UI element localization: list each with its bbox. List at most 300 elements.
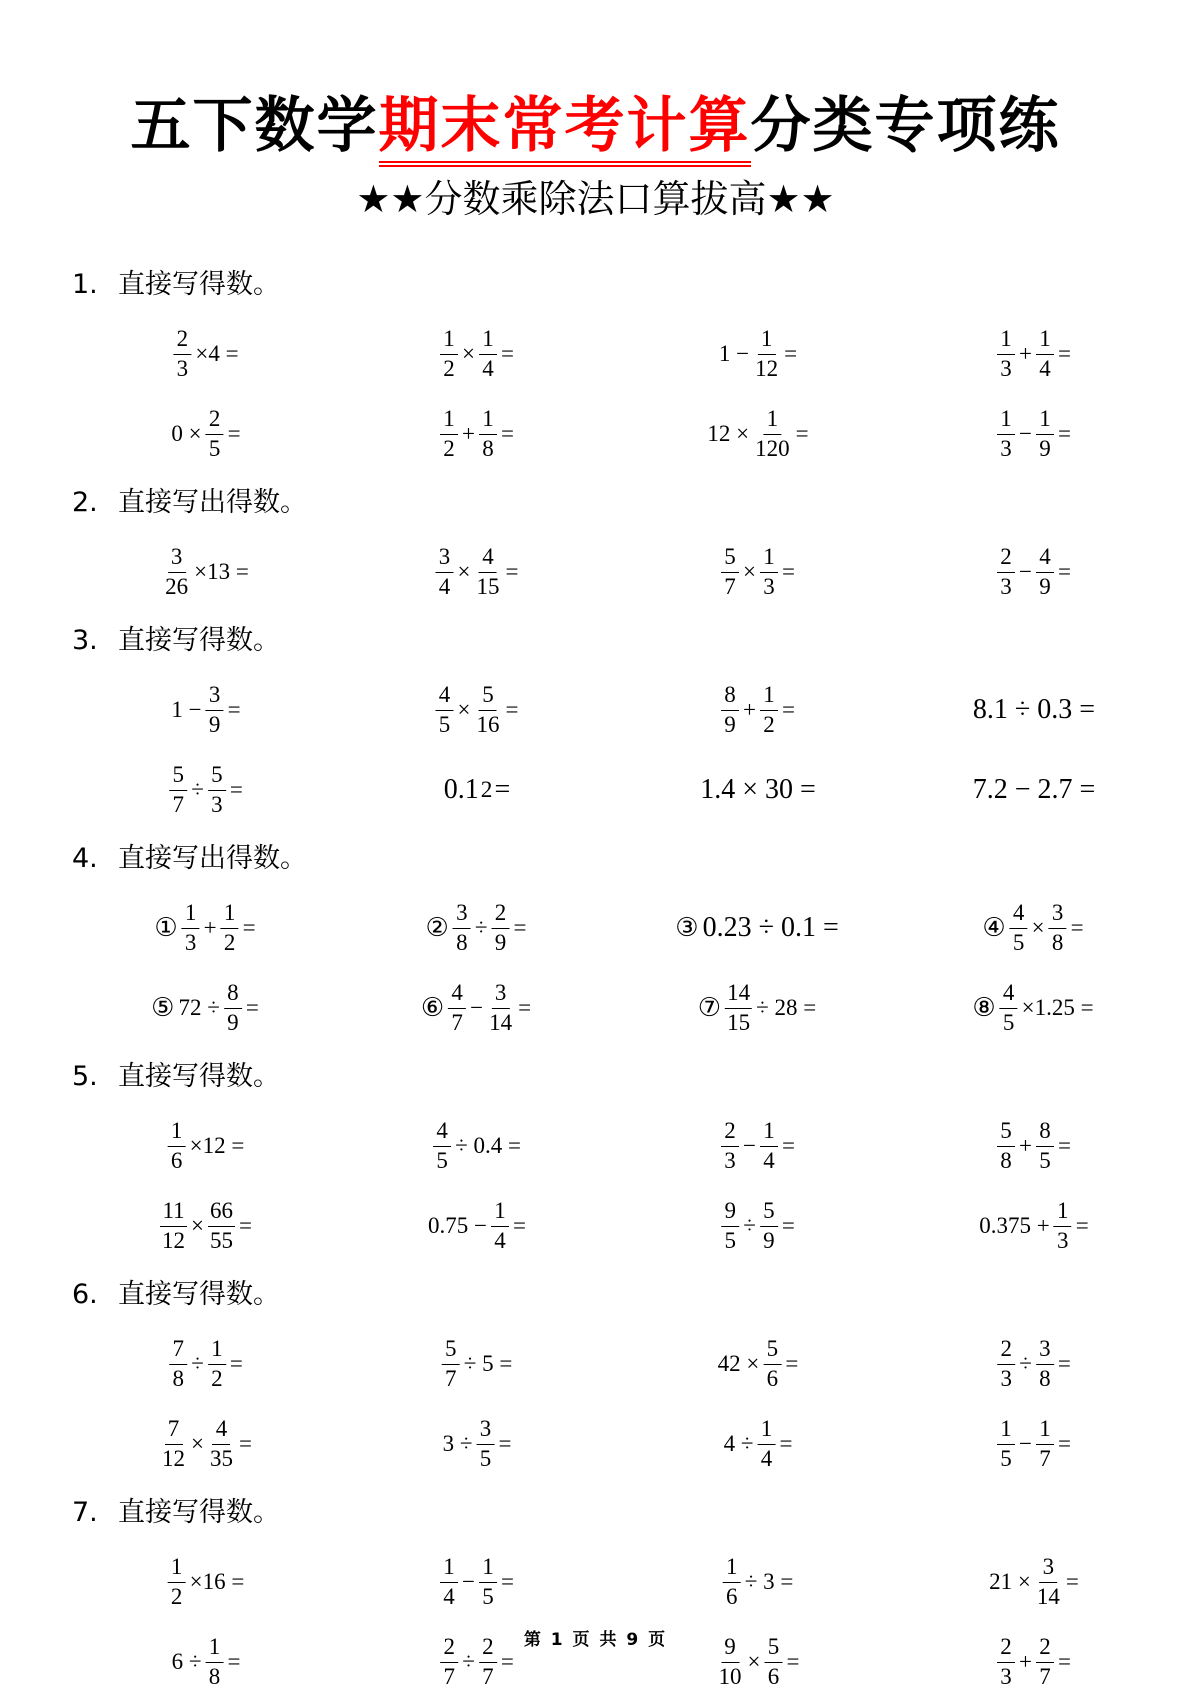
fraction <box>721 1199 739 1252</box>
denominator: 5 <box>482 1583 494 1609</box>
denominator: 8 <box>208 1663 221 1689</box>
denominator: 7 <box>1039 1445 1051 1471</box>
denominator: 3 <box>1057 1227 1069 1253</box>
fraction <box>208 1337 226 1390</box>
denominator: 120 <box>755 435 790 461</box>
operator-text: = <box>1058 1649 1071 1674</box>
math-problem <box>154 888 257 968</box>
fraction <box>476 1417 494 1470</box>
page-footer: 第 1 页 共 9 页 <box>523 1630 668 1650</box>
math-problem <box>719 1106 797 1186</box>
operator-text: + <box>1019 341 1032 366</box>
fraction <box>479 327 497 380</box>
section-number: 3. <box>72 625 98 656</box>
operator-text: − <box>1019 559 1032 584</box>
numerator: 66 <box>208 1199 235 1226</box>
numerator: 1 <box>440 1555 458 1582</box>
problem-index: ⑥ <box>420 993 445 1023</box>
denominator: 3 <box>724 1147 736 1173</box>
math-problem <box>716 1324 801 1404</box>
problem-row <box>0 888 1191 968</box>
denominator: 2 <box>443 355 455 381</box>
numerator: 1 <box>1036 1417 1054 1444</box>
operator-text: = <box>227 697 241 722</box>
denominator: 5 <box>1000 1445 1012 1471</box>
fraction <box>1036 1119 1054 1172</box>
denominator: 2 <box>443 435 455 461</box>
section-heading <box>0 1048 1191 1106</box>
numerator: 1 <box>997 407 1015 434</box>
fraction <box>760 545 778 598</box>
fraction <box>723 1555 741 1608</box>
operator-text: = <box>795 421 809 446</box>
denominator: 3 <box>176 355 189 381</box>
section-number: 1. <box>72 269 98 300</box>
numerator: 5 <box>997 1119 1015 1146</box>
numerator: 11 <box>160 1199 186 1226</box>
numerator: 1 <box>440 407 458 434</box>
operator-text: = <box>501 1569 514 1594</box>
fraction <box>169 1337 187 1390</box>
math-problem <box>438 1542 516 1622</box>
operator-text: + <box>203 915 217 940</box>
numerator: 5 <box>763 1337 781 1364</box>
denominator: 5 <box>1012 929 1025 955</box>
numerator: 1 <box>1036 407 1054 434</box>
section-heading <box>0 830 1191 888</box>
math-problem <box>438 314 516 394</box>
numerator: 1 <box>205 1635 223 1662</box>
denominator: 8 <box>456 929 468 955</box>
operator-text: 1 − <box>718 341 750 366</box>
numerator: 3 <box>453 901 471 928</box>
numerator: 1 <box>997 1417 1015 1444</box>
numerator: 1 <box>757 1417 775 1444</box>
expression-text: 7.2 − 2.7 = <box>972 774 1096 805</box>
operator-text: − <box>462 1569 475 1594</box>
fraction <box>440 407 458 460</box>
fraction <box>997 1417 1015 1470</box>
denominator: 6 <box>170 1147 183 1173</box>
operator-text: × <box>457 559 471 584</box>
math-problem <box>431 1106 523 1186</box>
denominator: 5 <box>208 435 221 461</box>
problem-row <box>0 750 1191 830</box>
numerator: 8 <box>721 683 739 710</box>
numerator: 1 <box>997 327 1015 354</box>
numerator: 2 <box>491 901 509 928</box>
denominator: 9 <box>724 711 736 737</box>
denominator: 9 <box>494 929 507 955</box>
operator-text: × <box>747 1649 761 1674</box>
operator-text: × <box>191 1213 204 1238</box>
numerator: 4 <box>436 683 454 710</box>
fraction <box>491 1199 509 1252</box>
operator-text: ÷ <box>191 777 204 802</box>
math-problem <box>438 394 516 474</box>
operator-text: = <box>786 1649 800 1674</box>
math-problem <box>440 1324 515 1404</box>
fraction <box>208 763 226 816</box>
operator-text: ÷ 5 = <box>463 1351 513 1376</box>
section-heading <box>0 474 1191 532</box>
operator-text: = <box>1058 341 1071 366</box>
denominator: 2 <box>211 1365 223 1391</box>
denominator: 8 <box>482 435 494 461</box>
numerator: 1 <box>440 327 458 354</box>
operator-text: = <box>785 1351 799 1376</box>
operator-text: ÷ 28 = <box>756 995 817 1020</box>
math-problem <box>434 532 521 612</box>
fraction <box>1036 407 1054 460</box>
fraction <box>763 1337 781 1390</box>
fraction <box>757 1417 775 1470</box>
operator-text: = <box>500 1649 514 1674</box>
math-problem <box>721 1542 796 1622</box>
denominator: 2 <box>170 1583 183 1609</box>
denominator: 7 <box>172 791 184 817</box>
numerator: 5 <box>208 763 226 790</box>
fraction <box>997 407 1015 460</box>
problem-row <box>0 1324 1191 1404</box>
section-5 <box>0 1048 1191 1266</box>
fraction <box>997 545 1015 598</box>
fraction <box>169 763 187 816</box>
fraction <box>440 327 458 380</box>
expression-text: 8.1 ÷ 0.3 = <box>972 694 1096 725</box>
denominator: 3 <box>763 573 775 599</box>
denominator: 9 <box>1039 573 1051 599</box>
operator-text: = <box>498 1431 512 1456</box>
operator-text: − <box>743 1133 756 1158</box>
math-problem <box>995 314 1073 394</box>
exercise-sections <box>0 256 1191 1702</box>
denominator: 8 <box>1051 929 1064 955</box>
operator-text: 72 ÷ <box>178 995 220 1020</box>
fraction <box>1036 1417 1054 1470</box>
denominator: 3 <box>1000 573 1012 599</box>
denominator: 4 <box>482 355 494 381</box>
denominator: 8 <box>1039 1365 1051 1391</box>
operator-text: = <box>505 559 519 584</box>
fraction <box>760 683 778 736</box>
math-problem <box>995 1324 1073 1404</box>
operator-text: 42 × <box>717 1351 760 1376</box>
operator-text: 0.375 + <box>979 1213 1050 1238</box>
operator-text: 12 × <box>707 421 750 446</box>
denominator: 3 <box>1000 1365 1012 1391</box>
operator-text: ×1.25 = <box>1021 995 1094 1020</box>
operator-text: = <box>1070 915 1084 940</box>
math-problem <box>982 888 1085 968</box>
operator-text: = <box>782 1133 795 1158</box>
section-6 <box>0 1266 1191 1484</box>
denominator: 4 <box>760 1445 773 1471</box>
problem-row <box>0 1404 1191 1484</box>
fraction <box>163 545 190 598</box>
fraction <box>997 1337 1015 1390</box>
numerator: 2 <box>479 1635 497 1662</box>
math-problem <box>442 750 512 830</box>
math-problem <box>441 1404 514 1484</box>
section-number: 4. <box>72 843 98 874</box>
math-problem <box>717 314 799 394</box>
denominator: 12 <box>755 355 779 381</box>
operator-text: = <box>782 697 795 722</box>
fraction <box>206 407 224 460</box>
math-problem <box>995 1106 1073 1186</box>
numerator: 5 <box>760 1199 778 1226</box>
numerator: 4 <box>1036 545 1054 572</box>
denominator: 2 <box>763 711 775 737</box>
fraction <box>160 1417 187 1470</box>
denominator: 4 <box>438 573 451 599</box>
section-label: 直接写得数。 <box>118 269 280 300</box>
denominator: 6 <box>767 1663 780 1689</box>
fraction <box>173 327 191 380</box>
operator-text: = <box>1058 559 1071 584</box>
denominator: 3 <box>184 929 197 955</box>
operator-text: = <box>505 697 519 722</box>
fraction <box>479 1555 497 1608</box>
denominator: 9 <box>227 1009 239 1035</box>
math-problem <box>421 968 533 1048</box>
section-heading <box>0 256 1191 314</box>
fraction <box>433 1119 451 1172</box>
numerator: 1 <box>760 545 778 572</box>
operator-text: = <box>518 995 532 1020</box>
fraction <box>224 981 242 1034</box>
section-1 <box>0 256 1191 474</box>
section-2 <box>0 474 1191 612</box>
numerator: 5 <box>765 1635 783 1662</box>
operator-text: 0.75 − <box>428 1213 487 1238</box>
operator-text: = <box>1057 1351 1071 1376</box>
page-subtitle: ★★分数乘除法口算拔高★★ <box>356 177 835 221</box>
fraction <box>208 1199 235 1252</box>
numerator: 7 <box>165 1417 183 1444</box>
title-suffix: 分类专项练 <box>750 91 1061 161</box>
operator-text: = <box>242 915 256 940</box>
math-problem <box>167 1324 245 1404</box>
denominator: 55 <box>210 1227 233 1253</box>
fraction <box>475 683 502 736</box>
math-problem <box>161 532 251 612</box>
section-label: 直接写得数。 <box>118 1279 280 1310</box>
fraction <box>206 683 224 736</box>
expression-text: = <box>494 774 511 805</box>
denominator: 6 <box>725 1583 738 1609</box>
numerator: 2 <box>206 407 224 434</box>
fraction <box>1036 1337 1054 1390</box>
numerator: 14 <box>725 981 752 1008</box>
denominator: 2 <box>223 929 236 955</box>
problem-row <box>0 394 1191 474</box>
math-problem <box>995 394 1073 474</box>
operator-text: ÷ <box>743 1213 756 1238</box>
math-problem <box>171 314 240 394</box>
problem-row <box>0 532 1191 612</box>
section-4 <box>0 830 1191 1048</box>
numerator: 1 <box>479 407 497 434</box>
math-problem <box>169 394 242 474</box>
denominator: 3 <box>211 791 223 817</box>
operator-text: ÷ <box>1019 1351 1032 1376</box>
math-problem <box>698 968 818 1048</box>
operator-text: × <box>1031 915 1045 940</box>
math-problem <box>977 1186 1090 1266</box>
math-problem <box>166 1542 247 1622</box>
operator-text: = <box>513 1213 526 1238</box>
math-problem <box>705 394 810 474</box>
operator-text: 4 ÷ <box>723 1431 754 1456</box>
operator-text: ÷ 3 = <box>744 1569 794 1594</box>
operator-text: = <box>1075 1213 1089 1238</box>
math-problem <box>167 750 245 830</box>
title-highlight: 期末常考计算 <box>379 91 751 167</box>
fraction <box>221 901 239 954</box>
fraction <box>436 683 454 736</box>
fraction <box>721 683 739 736</box>
math-problem <box>675 888 840 968</box>
numerator: 3 <box>436 545 454 572</box>
numerator: 1 <box>723 1555 741 1582</box>
operator-text: × <box>743 559 756 584</box>
problem-index: ⑦ <box>697 993 722 1023</box>
fraction <box>448 981 466 1034</box>
fraction <box>721 545 739 598</box>
numerator: 3 <box>206 683 224 710</box>
operator-text: = <box>784 341 798 366</box>
denominator: 14 <box>1036 1583 1060 1609</box>
fraction <box>760 1199 778 1252</box>
problem-row <box>0 314 1191 394</box>
fraction <box>1036 327 1054 380</box>
fraction <box>760 1119 778 1172</box>
fraction <box>1010 901 1028 954</box>
fraction <box>1000 981 1018 1034</box>
math-problem <box>151 968 261 1048</box>
operator-text: = <box>501 421 514 446</box>
numerator: 1 <box>168 1119 186 1146</box>
numerator: 2 <box>440 1635 458 1662</box>
numerator: 1 <box>182 901 200 928</box>
numerator: 5 <box>442 1337 460 1364</box>
fraction <box>753 327 780 380</box>
math-problem <box>698 750 818 830</box>
numerator: 1 <box>760 683 778 710</box>
operator-text: = <box>229 777 243 802</box>
denominator: 4 <box>494 1227 506 1253</box>
fraction <box>160 1199 187 1252</box>
math-problem <box>719 1186 797 1266</box>
denominator: 6 <box>766 1365 779 1391</box>
numerator: 1 <box>168 1555 186 1582</box>
expression-text: 0.23 ÷ 0.1 = <box>702 912 839 943</box>
fraction <box>453 901 471 954</box>
denominator: 7 <box>444 1365 457 1391</box>
math-problem <box>158 1404 254 1484</box>
section-7 <box>0 1484 1191 1702</box>
numerator: 9 <box>721 1635 739 1662</box>
problem-index: ② <box>425 913 449 943</box>
numerator: 4 <box>433 1119 451 1146</box>
numerator: 2 <box>997 545 1015 572</box>
section-heading <box>0 1484 1191 1542</box>
denominator: 7 <box>443 1663 455 1689</box>
fraction <box>1049 901 1067 954</box>
denominator: 15 <box>476 573 500 599</box>
operator-text: ×16 = <box>189 1569 245 1594</box>
numerator: 8 <box>1036 1119 1054 1146</box>
problem-row <box>0 968 1191 1048</box>
problem-index: ① <box>154 913 178 943</box>
numerator: 4 <box>1000 981 1018 1008</box>
fraction <box>1035 1555 1062 1608</box>
exponent: 2 <box>480 776 493 803</box>
problem-row <box>0 1186 1191 1266</box>
fraction <box>436 545 454 598</box>
title-prefix: 五下数学 <box>130 91 379 161</box>
fraction <box>1036 545 1054 598</box>
operator-text: 1 − <box>171 697 202 722</box>
fraction <box>479 407 497 460</box>
denominator: 7 <box>1039 1663 1051 1689</box>
operator-text: 21 × <box>989 1569 1031 1594</box>
expression-text: 1.4 × 30 = <box>700 774 816 805</box>
operator-text: = <box>1058 1431 1071 1456</box>
operator-text: = <box>513 915 527 940</box>
numerator: 4 <box>479 545 497 572</box>
operator-text: × <box>457 697 471 722</box>
operator-text: + <box>743 697 756 722</box>
numerator: 2 <box>721 1119 739 1146</box>
numerator: 2 <box>173 327 191 354</box>
denominator: 35 <box>210 1445 233 1471</box>
section-label: 直接写得数。 <box>118 1061 280 1092</box>
math-problem <box>995 1404 1073 1484</box>
denominator: 9 <box>1039 435 1051 461</box>
operator-text: ×4 = <box>195 341 239 366</box>
math-problem <box>719 532 797 612</box>
operator-text: = <box>227 1649 241 1674</box>
denominator: 5 <box>479 1445 492 1471</box>
denominator: 7 <box>724 573 736 599</box>
numerator: 3 <box>1039 1555 1057 1582</box>
denominator: 7 <box>451 1009 463 1035</box>
numerator: 2 <box>997 1635 1015 1662</box>
operator-text: = <box>245 995 259 1020</box>
numerator: 1 <box>221 901 239 928</box>
fraction <box>1054 1199 1072 1252</box>
fraction <box>721 1119 739 1172</box>
denominator: 3 <box>1000 1663 1012 1689</box>
denominator: 3 <box>1000 355 1012 381</box>
numerator: 2 <box>997 1337 1015 1364</box>
operator-text: = <box>227 421 241 446</box>
operator-text: = <box>229 1351 243 1376</box>
operator-text: × <box>462 341 475 366</box>
problem-row <box>0 670 1191 750</box>
operator-text: ×12 = <box>189 1133 245 1158</box>
section-label: 直接写得数。 <box>118 625 280 656</box>
numerator: 3 <box>168 545 186 572</box>
problem-index: ④ <box>982 913 1006 943</box>
denominator: 5 <box>438 711 451 737</box>
math-problem <box>158 1186 254 1266</box>
operator-text: 6 ÷ <box>171 1649 202 1674</box>
section-label: 直接写出得数。 <box>118 843 307 874</box>
